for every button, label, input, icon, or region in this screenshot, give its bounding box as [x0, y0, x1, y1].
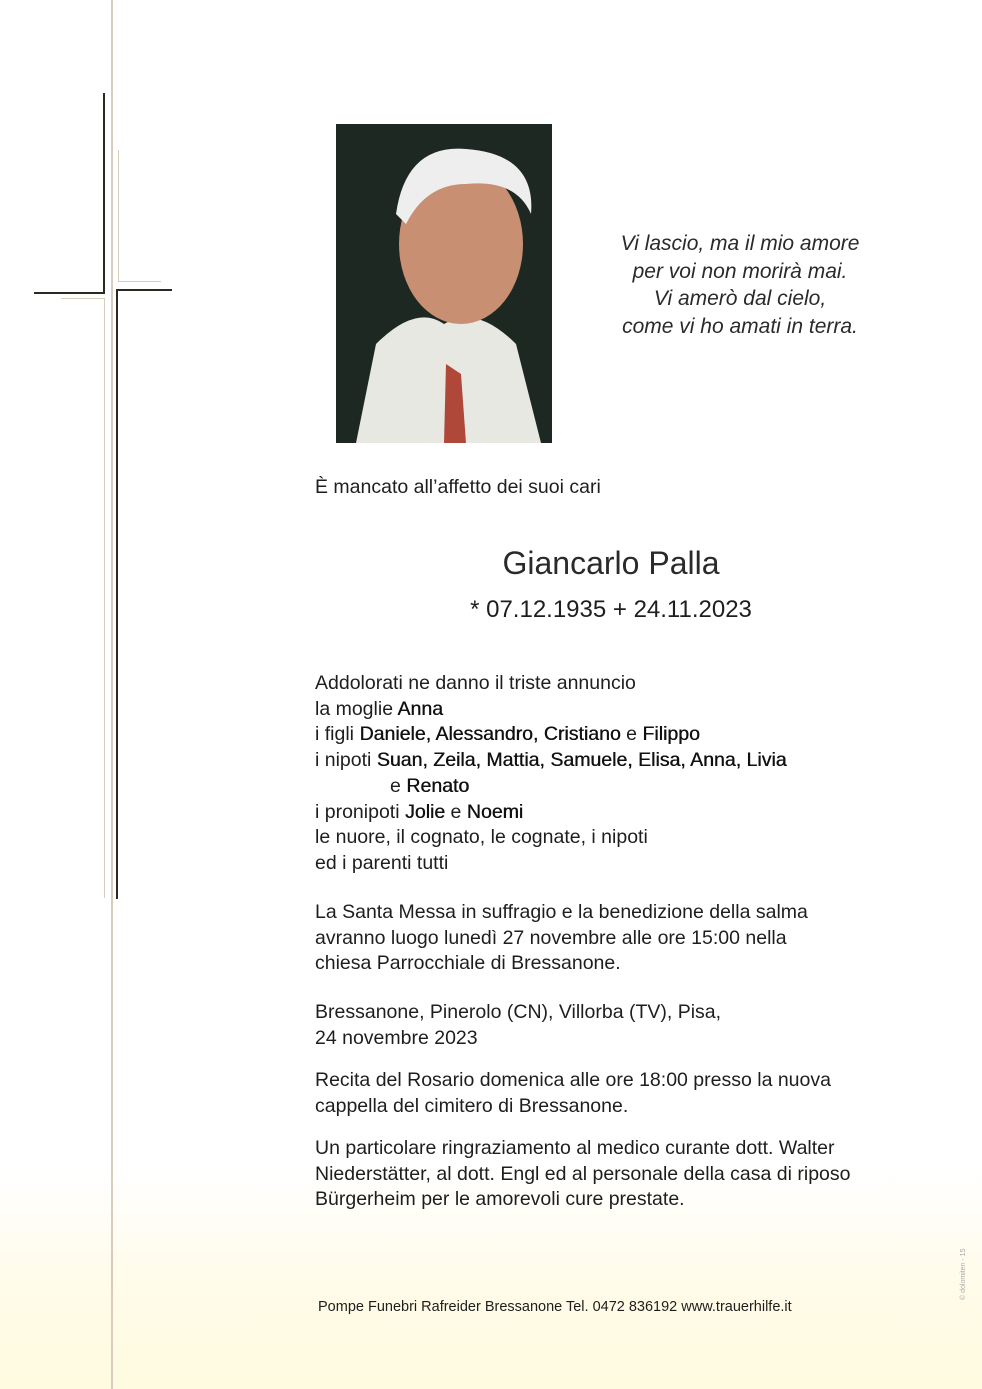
- life-dates: * 07.12.1935 + 24.11.2023: [470, 596, 752, 623]
- poem-line: per voi non morirà mai.: [632, 259, 848, 283]
- rosary-info: Recita del Rosario domenica alle ore 18:00 presso la nuova cappella del cimitero di Bressanone.: [315, 1069, 831, 1117]
- family-line: i figli Daniele, Alessandro, Cristiano e Filippo: [315, 723, 700, 746]
- family-line: Addolorati ne danno il triste annuncio: [315, 672, 636, 694]
- poem-line: come vi ho amati in terra.: [622, 314, 858, 338]
- poem-line: Vi amerò dal cielo,: [653, 287, 827, 310]
- place-date: Bressanone, Pinerolo (CN), Villorba (TV), Pisa, 24 novembre 2023: [315, 1001, 722, 1049]
- mass-info: La Santa Messa in suffragio e la benedizione della salma avranno luogo lunedì 27 novembre alle ore 15:00 nella chiesa Parrocchiale di Bressanone.: [315, 901, 808, 975]
- family-list: [315, 671, 787, 877]
- family-line: e Renato: [390, 774, 470, 797]
- family-line: ed i parenti tutti: [315, 851, 449, 874]
- funeral-home-footer: Pompe Funebri Rafreider Bressanone Tel. 0472 836192 www.trauerhilfe.it: [318, 1299, 792, 1315]
- family-line: le nuore, il cognato, le cognate, i nipoti: [315, 826, 648, 849]
- family-line: la moglie Anna: [315, 697, 443, 720]
- poem: [560, 230, 920, 340]
- family-line: i nipoti Suan, Zeila, Mattia, Samuele, Elisa, Anna, Livia: [315, 749, 787, 772]
- family-line: i pronipoti Jolie e Noemi: [315, 800, 524, 823]
- poem-line: Vi lascio, ma il mio amore: [620, 232, 860, 255]
- deceased-name: Giancarlo Palla: [502, 545, 720, 581]
- thanks-text: Un particolare ringraziamento al medico curante dott. Walter Niederstätter, al dott. Engl ed al personale della casa di riposo Bürgerheim per le amorevoli cure prestate.: [315, 1137, 851, 1211]
- side-note: © dolomiten - 15: [960, 1248, 967, 1300]
- portrait-photo: [336, 124, 552, 443]
- intro-text: È mancato all’affetto dei suoi cari: [315, 476, 601, 498]
